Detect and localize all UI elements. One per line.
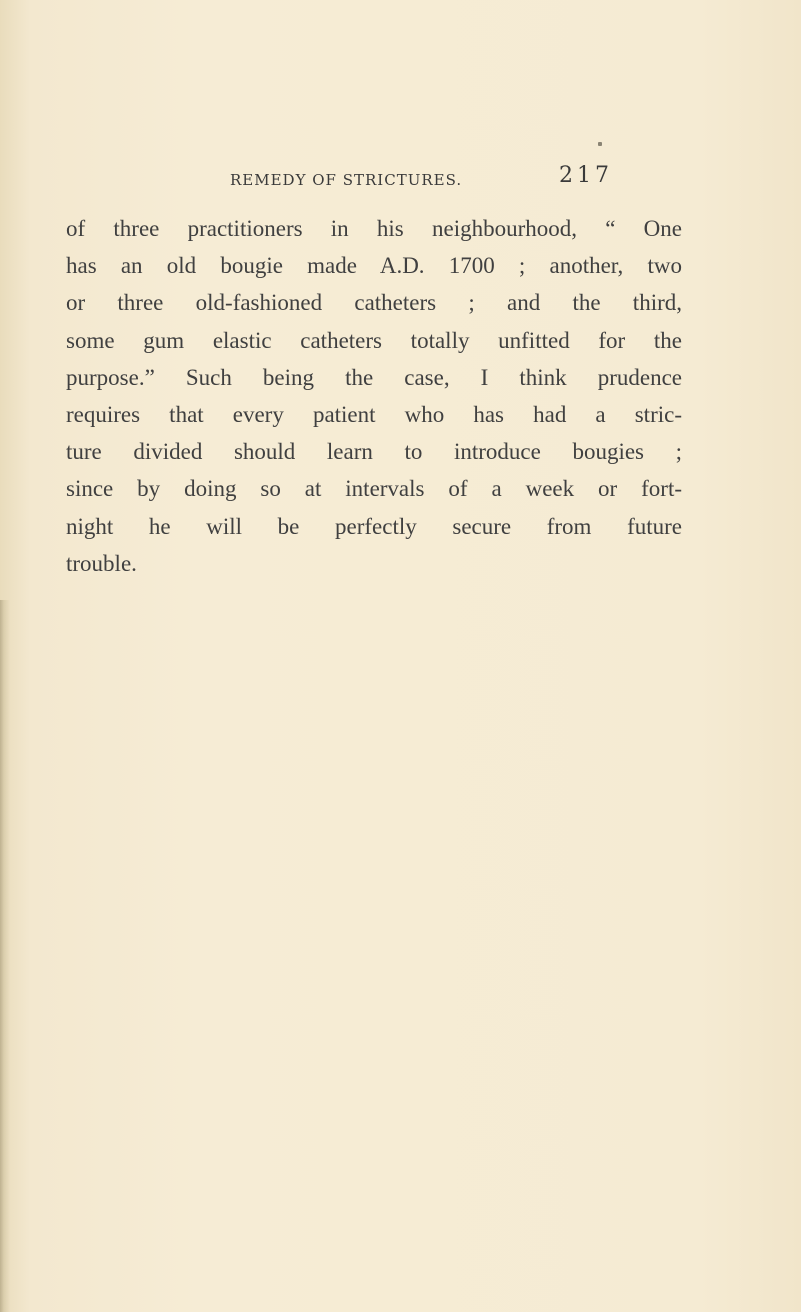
text-line: some gum elastic catheters totally unfitted for the [66,327,682,353]
page-header [66,163,626,193]
running-head: REMEDY OF STRICTURES. [230,171,463,189]
print-mark [598,142,602,146]
text-line: or three old-fashioned catheters ; and the third, [66,290,682,316]
text-line: trouble. [66,550,137,576]
text-line: purpose.” Such being the case, I think prudence [66,364,682,390]
text-line: night he will be perfectly secure from future [66,513,682,539]
text-line: ture divided should learn to introduce bougies ; [66,439,682,465]
text-line: since by doing so at intervals of a week or fort- [66,476,682,502]
text-line: of three practitioners in his neighbourhood, “ One [66,216,682,241]
body-paragraph [66,210,682,582]
text-line: has an old bougie made A.D. 1700 ; another, two [66,253,682,279]
binding-gutter-shadow [0,600,10,1312]
text-line: requires that every patient who has had a stric- [66,401,682,427]
page-number: 217 [559,163,613,188]
